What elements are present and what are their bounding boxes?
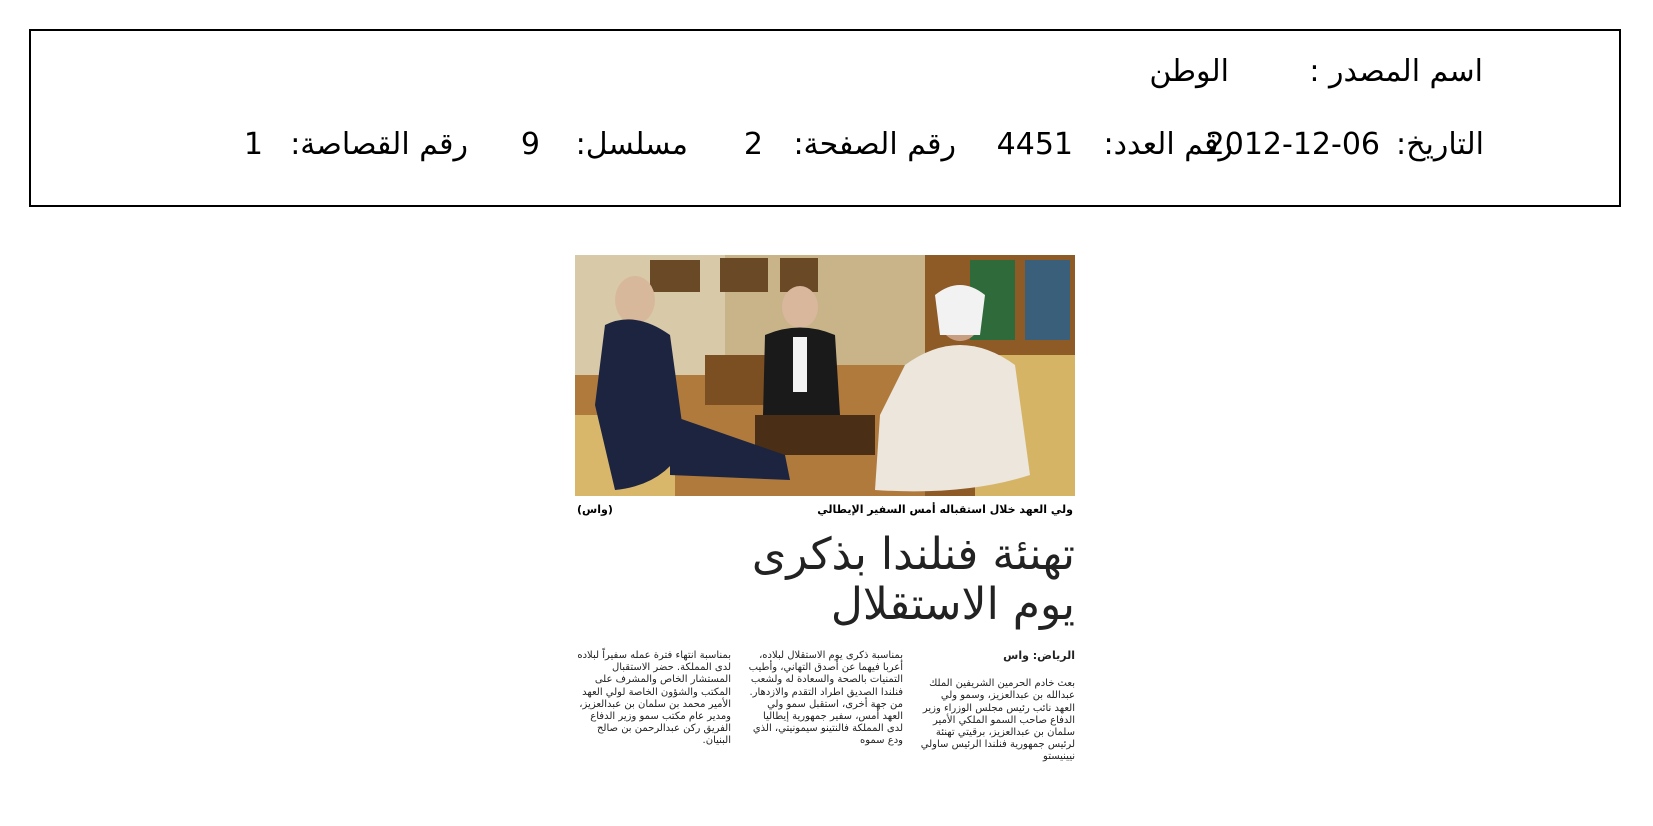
newspaper-clipping (575, 255, 1075, 815)
photo-caption-row (575, 501, 1075, 521)
article-photo (575, 255, 1075, 496)
article-column-1 (920, 650, 1075, 764)
page-value: 2 (743, 127, 763, 162)
article-photo-graphic (575, 255, 1075, 496)
source-value: الوطن (1149, 54, 1229, 89)
article-column-2-text: بمناسبة ذكرى يوم الاستقلال لبلاده، أعربا فيهما عن أصدق التهاني، وأطيب التمنيات بالصحة والسعادة له ولشعب فنلندا الصديق اطراد التقدم والازدهار. من جهة أخرى، استقبل سمو ولي العهد أمس، سفير جمهورية إيطاليا لدى المملكة فالنتينو سيمونيتي، الذي ودع سموه (748, 650, 903, 747)
serial-value: 9 (520, 127, 540, 162)
article-dateline: الرياض: واس (1003, 649, 1075, 662)
source-label: اسم المصدر : (1309, 54, 1483, 89)
serial-label: مسلسل: (575, 127, 688, 162)
clip-label: رقم القصاصة: (290, 127, 468, 162)
article-column-2 (748, 650, 903, 748)
issue-value: 4451 (996, 127, 1073, 162)
article-column-3 (576, 650, 731, 748)
headline-line-1: تهنئة فنلندا بذكرى (751, 529, 1075, 580)
issue-label: رقم العدد: (1103, 127, 1233, 162)
photo-credit: (واس) (577, 503, 613, 516)
date-label: التاريخ: (1396, 127, 1484, 162)
clip-value: 1 (243, 127, 263, 162)
headline-line-2: يوم الاستقلال (830, 579, 1075, 630)
article-column-3-text: بمناسبة انتهاء فترة عمله سفيراً لبلاده لدى المملكة. حضر الاستقبال المستشار الخاص والمشرف على المكتب والشؤون الخاصة لولي العهد الأمير محمد بن سلمان بن عبدالعزيز، ومدير عام مكتب سمو وزير الدفاع الفريق ركن عبدالرحمن بن صالح البنيان. (577, 650, 731, 747)
article-column-1-text: بعث خادم الحرمين الشريفين الملك عبدالله بن عبدالعزيز، وسمو ولي العهد نائب رئيس مجلس الوزراء وزير الدفاع صاحب السمو الملكي الأمير سلمان بن عبدالعزيز، برقيتي تهنئة لرئيس جمهورية فنلندا الرئيس ساولي نيينيستو (920, 678, 1075, 763)
photo-caption: ولي العهد خلال استقباله أمس السفير الإيطالي (817, 503, 1073, 516)
page-label: رقم الصفحة: (793, 127, 956, 162)
article-headline (575, 530, 1075, 630)
date-value: 2012-12-06 (1205, 127, 1380, 162)
